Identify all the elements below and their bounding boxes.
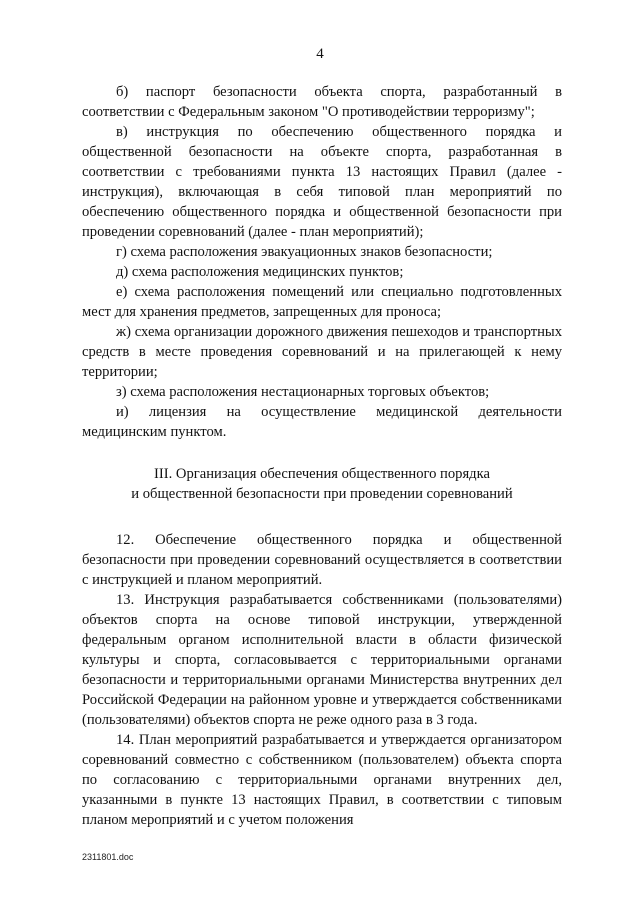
paragraph-13: 13. Инструкция разрабатывается собственниками (пользователями) объектов спорта на основе типовой инструкции, утвержденной федеральным органом исполнительной власти в области физической культуры и спорта, согласовывается с территориальными органами безопасности и территориальными органами Министерства внутренних дел Российской Федерации на районном уровне и утверждается собственниками (пользователями) объектов спорта не реже одного раза в 3 года. [82, 592, 562, 728]
file-name-footer: 2311801.doc [82, 852, 134, 862]
paragraph-e: е) схема расположения помещений или специально подготовленных мест для хранения предметов, запрещенных для проноса; [82, 284, 562, 320]
section-heading-line-2: и общественной безопасности при проведении соревнований [131, 486, 513, 502]
paragraph-d: д) схема расположения медицинских пунктов; [116, 264, 404, 280]
page-number: 4 [316, 46, 324, 62]
paragraph-14: 14. План мероприятий разрабатывается и утверждается организатором соревнований совместно с собственником (пользователем) объекта спорта по согласованию с территориальными органами внутренних дел, указанными в пункте 13 настоящих Правил, в соответствии с типовым планом мероприятий и с учетом положения [82, 732, 562, 828]
document-body [82, 82, 562, 830]
paragraph-b: б) паспорт безопасности объекта спорта, разработанный в соответствии с Федеральным законом "О противодействии терроризму"; [82, 84, 562, 120]
section-heading-line-1: III. Организация обеспечения общественного порядка [154, 466, 490, 482]
section-heading [82, 464, 562, 504]
paragraph-zh: ж) схема организации дорожного движения пешеходов и транспортных средств в месте проведения соревнований и на прилегающей к нему территории; [82, 324, 562, 380]
paragraph-12: 12. Обеспечение общественного порядка и общественной безопасности при проведении соревнований осуществляется в соответствии с инструкцией и планом мероприятий. [82, 532, 562, 588]
paragraph-g: г) схема расположения эвакуационных знаков безопасности; [116, 244, 493, 260]
paragraph-v: в) инструкция по обеспечению общественного порядка и общественной безопасности на объекте спорта, разработанная в соответствии с требованиями пункта 13 настоящих Правил (далее - инструкция), включающая в себя типовой план мероприятий по обеспечению общественного порядка и общественной безопасности при проведении соревнований (далее - план мероприятий); [82, 124, 562, 240]
paragraph-z: з) схема расположения нестационарных торговых объектов; [116, 384, 490, 400]
paragraph-i: и) лицензия на осуществление медицинской деятельности медицинским пунктом. [82, 404, 562, 440]
